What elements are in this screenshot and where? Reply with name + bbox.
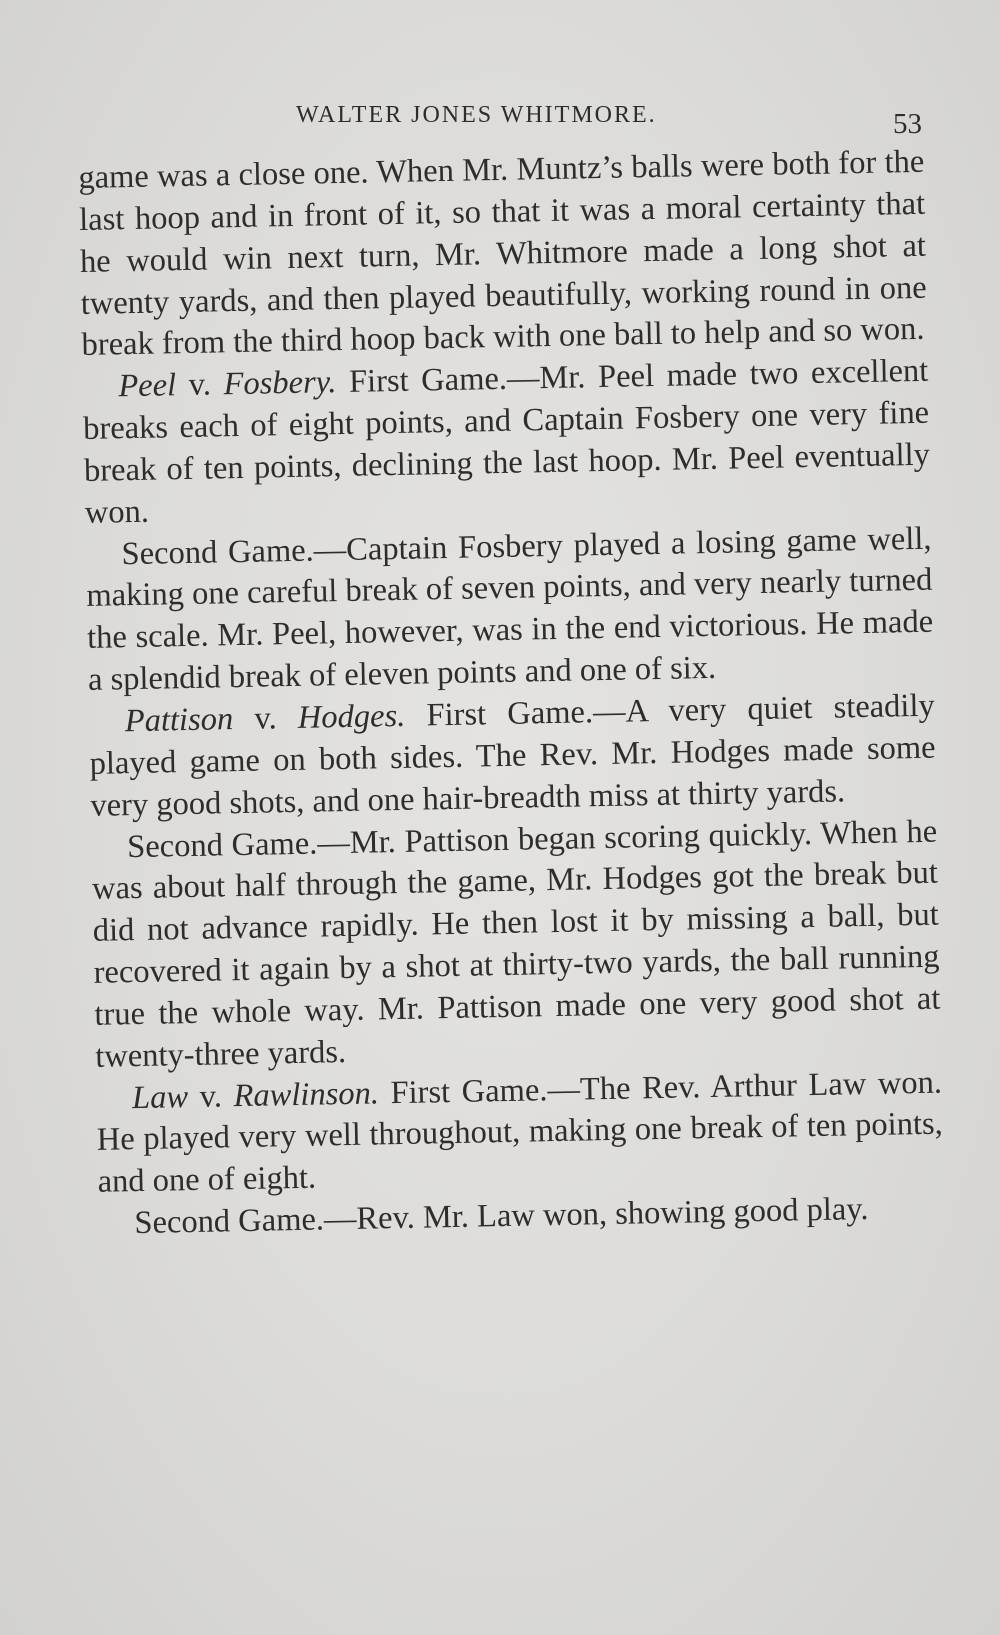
paragraph-peel-fosbery [82,351,931,535]
player-name: Fosbery. [223,364,337,403]
running-head [0,96,1000,140]
player-name: Peel [118,367,177,405]
player-name: Rawlinson. [233,1074,380,1114]
paragraph-text: First Game.—The Rev. Arthur Law won. He played very well throughout, making one break of ten points, and one of eight. [96,1064,944,1201]
player-name: Hodges. [297,697,406,736]
paragraph-text: Second Game.—Captain Fosbery played a losing game well, making one careful break of seven points, and very nearly turned the scale. Mr. Peel, however, was in the end victorious. He made a splendid break of eleven points and one of six. [86,520,934,699]
paragraph-pattison-hodges-second [91,811,942,1078]
player-name: Law [131,1078,189,1116]
player-name: Pattison [124,701,234,740]
versus-label: v. [187,1077,234,1115]
running-title: WALTER JONES WHITMORE. [296,102,657,128]
paragraph-text: Second Game.—Rev. Mr. Law won, showing good play. [134,1191,869,1242]
paragraph-continuation [78,142,928,367]
paragraph-text: game was a close one. When Mr. Muntz’s balls were both for the last hoop and in front of it, so that it was a moral certainty that he would win next turn, Mr. Whitmore made a long shot at twenty yards, and then played beautifully, working round in one break from the third hoop back with one ball to help and so won. [78,143,927,364]
paragraph-text: First Game.—Mr. Peel made two excellent breaks each of eight points, and Captain Fosbery one very fine break of ten points, declining the last hoop. Mr. Peel eventually won. [82,352,931,531]
paragraph-law-rawlinson [96,1062,944,1204]
versus-label: v. [232,699,299,738]
body-text [78,142,945,1246]
versus-label: v. [175,366,224,404]
paragraph-peel-fosbery-second [85,518,934,702]
page-number: 53 [893,108,922,140]
paragraph-pattison-hodges [88,686,936,828]
paragraph-text: Second Game.—Mr. Pattison began scoring quickly. When he was about half through the game, Mr. Hodges got the break but did not advance rapidly. He then lost it by missing a ball, but recovered it again by a shot at thirty-two yards, the ball running true the whole way. Mr. Pattison made one very good shot at twenty-three yards. [91,813,941,1075]
paragraph-text: First Game.—A very quiet steadily played game on both sides. The Rev. Mr. Hodges made some very good shots, and one hair-breadth miss at thirty yards. [89,687,936,824]
